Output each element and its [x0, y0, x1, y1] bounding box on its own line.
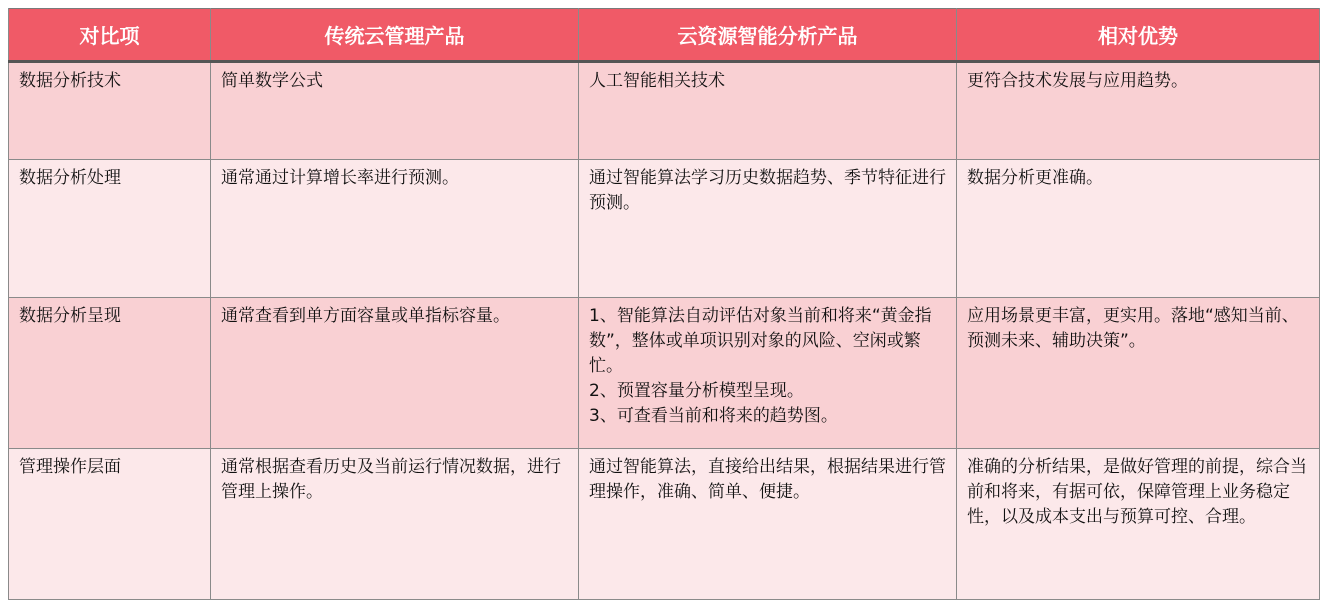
table-row — [9, 298, 1320, 449]
table-body — [9, 62, 1320, 600]
table-row — [9, 62, 1320, 160]
comparison-table — [8, 8, 1320, 600]
cell-advantage: 更符合技术发展与应用趋势。 — [957, 62, 1320, 160]
cell-traditional: 简单数学公式 — [211, 62, 579, 160]
cell-traditional: 通常根据查看历史及当前运行情况数据，进行管理上操作。 — [211, 449, 579, 600]
header-row — [9, 9, 1320, 62]
intelligent-point-2: 2、预置容量分析模型呈现。 — [589, 381, 804, 401]
cell-item: 数据分析处理 — [9, 160, 211, 298]
cell-advantage: 数据分析更准确。 — [957, 160, 1320, 298]
header-advantage: 相对优势 — [957, 9, 1320, 62]
table-row — [9, 160, 1320, 298]
cell-item: 数据分析技术 — [9, 62, 211, 160]
cell-traditional: 通常查看到单方面容量或单指标容量。 — [211, 298, 579, 449]
cell-item: 数据分析呈现 — [9, 298, 211, 449]
header-item: 对比项 — [9, 9, 211, 62]
cell-traditional: 通常通过计算增长率进行预测。 — [211, 160, 579, 298]
cell-advantage: 准确的分析结果，是做好管理的前提，综合当前和将来，有据可依，保障管理上业务稳定性，以及成本支出与预算可控、合理。 — [957, 449, 1320, 600]
intelligent-point-1: 1、智能算法自动评估对象当前和将来“黄金指数”，整体或单项识别对象的风险、空闲或繁忙。 — [589, 306, 932, 376]
cell-item: 管理操作层面 — [9, 449, 211, 600]
cell-intelligent: 人工智能相关技术 — [579, 62, 957, 160]
intelligent-point-3: 3、可查看当前和将来的趋势图。 — [589, 406, 838, 426]
cell-intelligent: 通过智能算法学习历史数据趋势、季节特征进行预测。 — [579, 160, 957, 298]
table-header — [9, 9, 1320, 62]
cell-intelligent: 通过智能算法，直接给出结果，根据结果进行管理操作，准确、简单、便捷。 — [579, 449, 957, 600]
cell-advantage: 应用场景更丰富，更实用。落地“感知当前、预测未来、辅助决策”。 — [957, 298, 1320, 449]
header-intelligent: 云资源智能分析产品 — [579, 9, 957, 62]
table-row — [9, 449, 1320, 600]
header-traditional: 传统云管理产品 — [211, 9, 579, 62]
cell-intelligent — [579, 298, 957, 449]
